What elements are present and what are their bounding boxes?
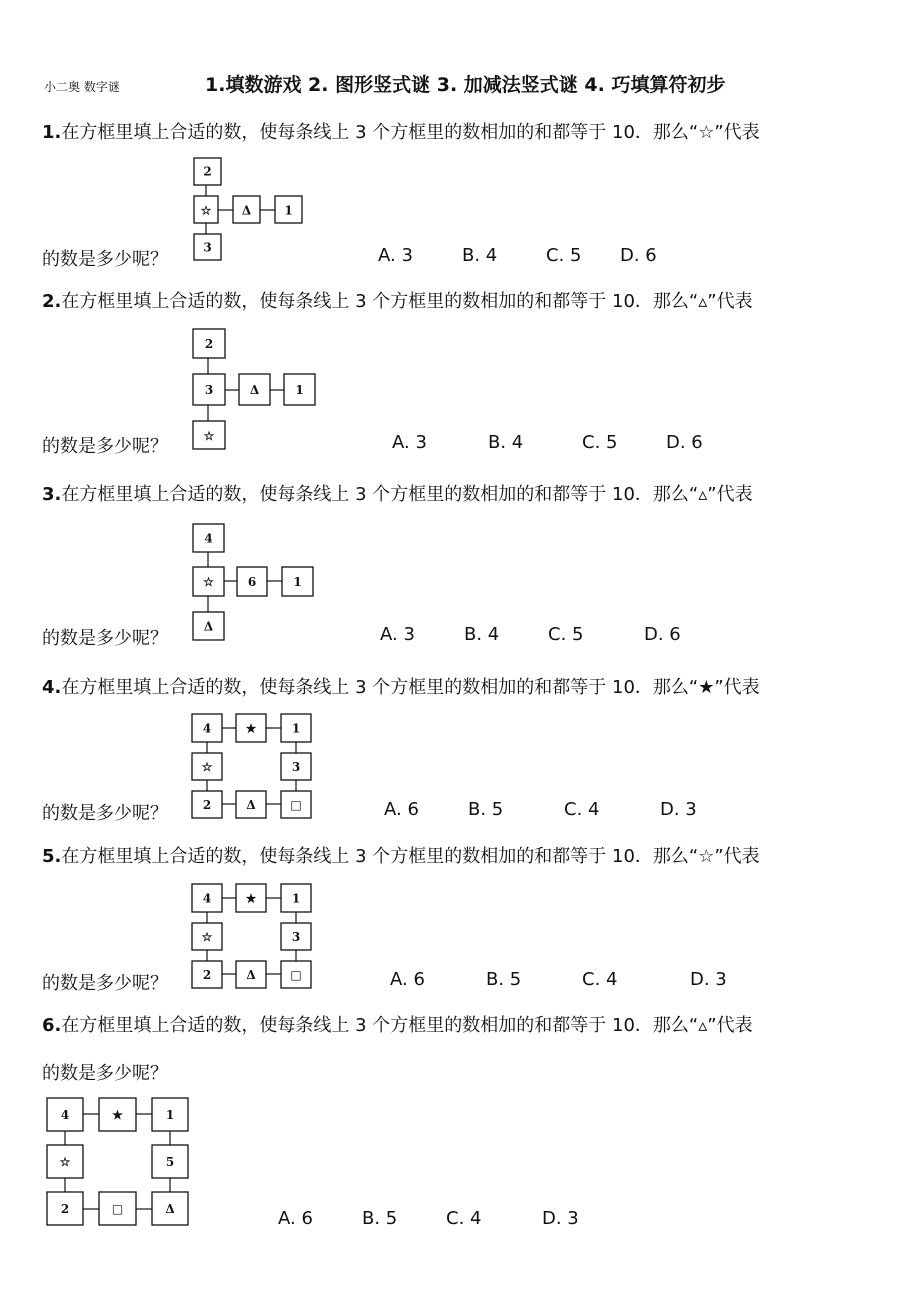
svg-text:Δ: Δ xyxy=(249,383,260,397)
square-cell xyxy=(281,961,311,988)
number-cell xyxy=(193,524,224,552)
number-cell xyxy=(281,884,311,912)
star-cell xyxy=(194,196,218,223)
svg-text:1: 1 xyxy=(284,203,293,218)
number-cell xyxy=(192,884,222,912)
question-3-tail: 的数是多少呢？ xyxy=(42,628,168,649)
svg-text:2: 2 xyxy=(204,337,214,351)
number-cell xyxy=(237,567,267,596)
triangle-cell xyxy=(152,1192,188,1225)
question-1-number: 1. xyxy=(42,122,62,143)
option-a[interactable]: A. 3 xyxy=(380,624,415,645)
option-b[interactable]: B. 5 xyxy=(362,1208,398,1229)
number-cell xyxy=(192,961,222,988)
question-6-stem: 在方框里填上合适的数，使每条线上 3 个方框里的数相加的和都等于 10．那么“▵”代表 xyxy=(61,1015,753,1036)
number-cell xyxy=(281,714,311,742)
number-cell xyxy=(281,923,311,950)
triangle-cell xyxy=(239,374,270,405)
triangle-cell xyxy=(233,196,260,223)
square-cell xyxy=(99,1192,136,1225)
question-3-number: 3. xyxy=(42,484,62,505)
header-left-label: 小二奥 数字谜 xyxy=(44,80,120,94)
option-a[interactable]: A. 6 xyxy=(278,1208,313,1229)
option-c[interactable]: C. 4 xyxy=(446,1208,482,1229)
question-5-number: 5. xyxy=(42,846,62,867)
number-cell xyxy=(193,374,225,405)
filled-star-cell xyxy=(236,714,266,742)
option-c[interactable]: C. 4 xyxy=(564,799,600,820)
option-a[interactable]: A. 3 xyxy=(378,245,413,266)
question-6-figure xyxy=(40,1092,200,1228)
number-cell xyxy=(275,196,302,223)
svg-text:Δ: Δ xyxy=(246,798,256,812)
svg-text:4: 4 xyxy=(204,531,213,546)
svg-text:☆: ☆ xyxy=(203,429,215,443)
question-1-stem: 在方框里填上合适的数，使每条线上 3 个方框里的数相加的和都等于 10．那么“☆”代表 xyxy=(61,122,760,143)
svg-text:2: 2 xyxy=(202,798,212,812)
option-d[interactable]: D. 6 xyxy=(620,245,657,266)
svg-text:☆: ☆ xyxy=(59,1155,71,1169)
svg-text:4: 4 xyxy=(202,721,212,736)
question-5-figure xyxy=(185,876,325,991)
svg-text:1: 1 xyxy=(291,721,301,736)
svg-text:1: 1 xyxy=(165,1108,175,1122)
question-1-tail: 的数是多少呢？ xyxy=(42,249,168,270)
filled-star-cell xyxy=(236,884,266,912)
svg-text:Δ: Δ xyxy=(246,968,256,982)
svg-text:☆: ☆ xyxy=(203,575,214,589)
question-2-number: 2. xyxy=(42,291,62,312)
option-a[interactable]: A. 6 xyxy=(390,969,425,990)
number-cell xyxy=(47,1098,83,1131)
svg-text:3: 3 xyxy=(204,383,214,397)
question-6-stem-line xyxy=(42,1011,753,1037)
question-6-number: 6. xyxy=(42,1015,62,1036)
svg-text:☆: ☆ xyxy=(201,930,213,944)
option-c[interactable]: C. 5 xyxy=(548,624,584,645)
svg-text:★: ★ xyxy=(245,721,257,736)
option-d[interactable]: D. 3 xyxy=(542,1208,579,1229)
question-4-tail: 的数是多少呢？ xyxy=(42,803,168,824)
filled-star-cell xyxy=(99,1098,136,1131)
header-title: 1.填数游戏 2. 图形竖式谜 3. 加减法竖式谜 4. 巧填算符初步 xyxy=(205,74,726,96)
option-c[interactable]: C. 4 xyxy=(582,969,618,990)
svg-text:1: 1 xyxy=(295,383,304,397)
option-a[interactable]: A. 3 xyxy=(392,432,427,453)
question-2-stem: 在方框里填上合适的数，使每条线上 3 个方框里的数相加的和都等于 10．那么“▵”代表 xyxy=(61,291,753,312)
svg-text:1: 1 xyxy=(293,575,302,589)
question-5-tail: 的数是多少呢？ xyxy=(42,973,168,994)
option-b[interactable]: B. 5 xyxy=(468,799,504,820)
svg-text:1: 1 xyxy=(291,891,301,906)
option-d[interactable]: D. 6 xyxy=(666,432,703,453)
svg-text:Δ: Δ xyxy=(203,619,214,634)
svg-text:★: ★ xyxy=(245,891,257,906)
svg-text:Δ: Δ xyxy=(241,203,252,218)
question-1-figure xyxy=(185,150,315,265)
svg-text:☆: ☆ xyxy=(201,760,213,774)
question-5-stem: 在方框里填上合适的数，使每条线上 3 个方框里的数相加的和都等于 10．那么“☆”代表 xyxy=(61,846,760,867)
svg-text:2: 2 xyxy=(202,968,212,982)
option-d[interactable]: D. 3 xyxy=(660,799,697,820)
question-3-stem-line xyxy=(42,480,753,506)
number-cell xyxy=(194,158,221,185)
question-1-stem-line xyxy=(42,118,760,144)
question-5-stem-line xyxy=(42,842,760,868)
star-cell xyxy=(193,421,225,449)
svg-text:3: 3 xyxy=(291,760,301,774)
svg-text:3: 3 xyxy=(291,930,301,944)
option-a[interactable]: A. 6 xyxy=(384,799,419,820)
svg-text:6: 6 xyxy=(247,575,257,589)
svg-text:4: 4 xyxy=(202,891,212,906)
question-6-tail: 的数是多少呢？ xyxy=(42,1063,168,1084)
number-cell xyxy=(281,753,311,780)
number-cell xyxy=(193,329,225,358)
option-c[interactable]: C. 5 xyxy=(546,245,582,266)
svg-text:5: 5 xyxy=(165,1155,175,1169)
question-4-stem: 在方框里填上合适的数，使每条线上 3 个方框里的数相加的和都等于 10．那么“★”代表 xyxy=(61,677,760,698)
option-c[interactable]: C. 5 xyxy=(582,432,618,453)
svg-text:2: 2 xyxy=(60,1202,70,1216)
option-b[interactable]: B. 4 xyxy=(462,245,498,266)
option-b[interactable]: B. 4 xyxy=(464,624,500,645)
svg-text:□: □ xyxy=(290,798,302,812)
triangle-cell xyxy=(236,961,266,988)
star-cell xyxy=(193,567,224,596)
question-2-tail: 的数是多少呢？ xyxy=(42,436,168,457)
option-d[interactable]: D. 3 xyxy=(690,969,727,990)
star-cell xyxy=(192,753,222,780)
svg-text:3: 3 xyxy=(203,240,212,255)
question-2-stem-line xyxy=(42,287,753,313)
option-b[interactable]: B. 4 xyxy=(488,432,524,453)
svg-text:Δ: Δ xyxy=(165,1202,175,1216)
question-4-number: 4. xyxy=(42,677,62,698)
number-cell xyxy=(152,1098,188,1131)
star-cell xyxy=(47,1145,83,1178)
svg-text:4: 4 xyxy=(60,1108,70,1122)
triangle-cell xyxy=(236,791,266,818)
svg-text:☆: ☆ xyxy=(200,203,212,218)
number-cell xyxy=(47,1192,83,1225)
option-d[interactable]: D. 6 xyxy=(644,624,681,645)
svg-text:★: ★ xyxy=(112,1108,123,1122)
number-cell xyxy=(284,374,315,405)
question-3-figure xyxy=(185,520,325,645)
triangle-cell xyxy=(193,612,224,640)
square-cell xyxy=(281,791,311,818)
svg-text:□: □ xyxy=(290,968,302,982)
number-cell xyxy=(152,1145,188,1178)
number-cell xyxy=(192,714,222,742)
number-cell xyxy=(194,234,221,260)
question-3-stem: 在方框里填上合适的数，使每条线上 3 个方框里的数相加的和都等于 10．那么“▵”代表 xyxy=(61,484,753,505)
svg-text:□: □ xyxy=(111,1202,124,1216)
star-cell xyxy=(192,923,222,950)
question-4-figure xyxy=(185,706,325,821)
question-4-stem-line xyxy=(42,673,760,699)
question-2-figure xyxy=(185,325,325,455)
svg-text:2: 2 xyxy=(203,164,212,179)
number-cell xyxy=(282,567,313,596)
option-b[interactable]: B. 5 xyxy=(486,969,522,990)
number-cell xyxy=(192,791,222,818)
